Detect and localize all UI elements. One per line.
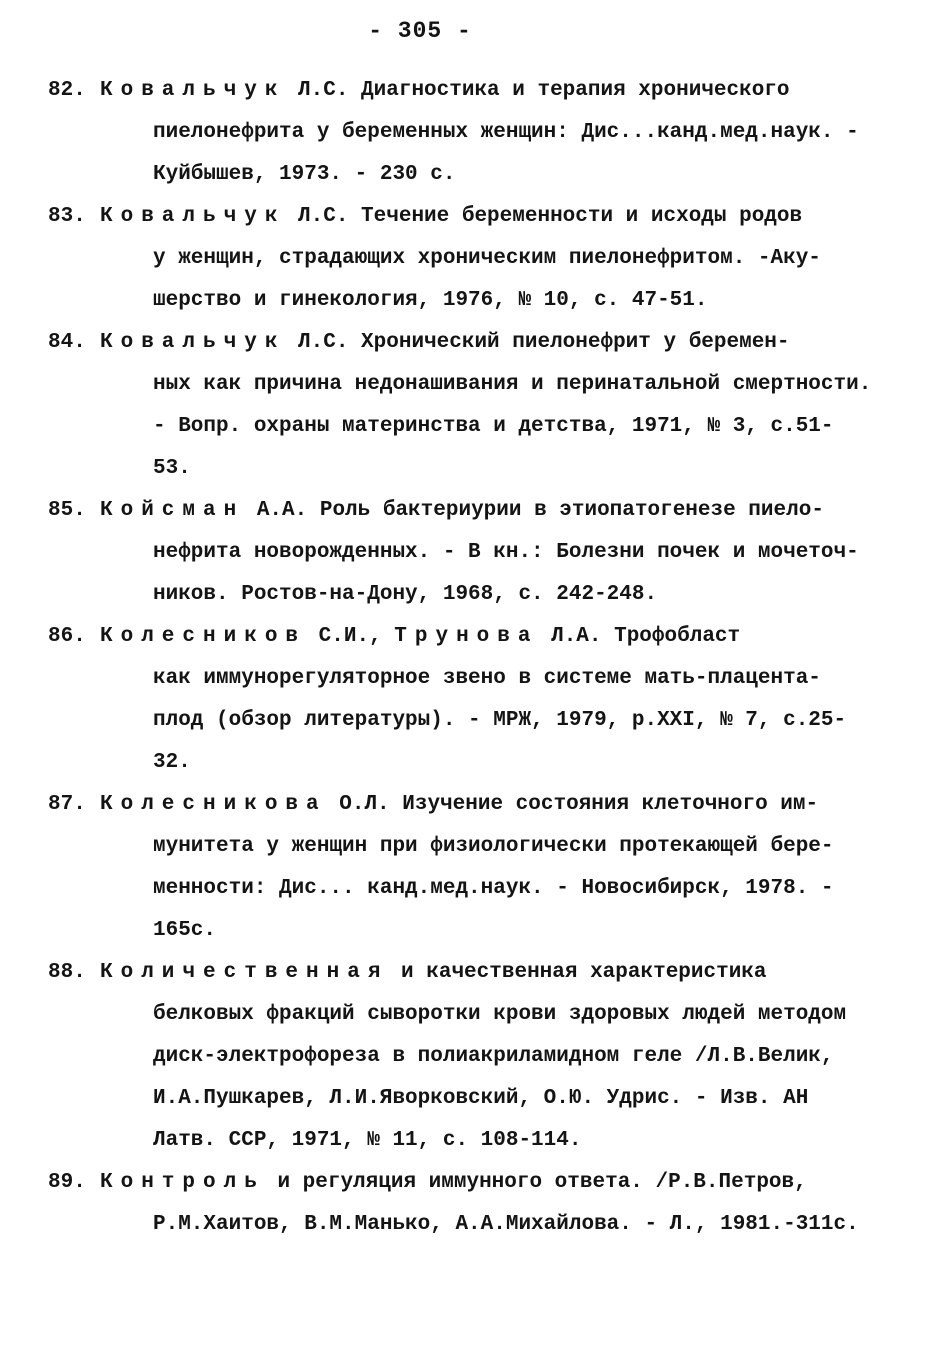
bibliography-entry-83 <box>0 196 933 322</box>
entry-first-line <box>0 1162 933 1204</box>
entry-author-spaced: Колесников <box>100 625 307 648</box>
entry-line: 53. <box>153 457 191 480</box>
entry-line: пиелонефрита у беременных женщин: Дис...канд.мед.наук. - <box>153 121 859 144</box>
entry-line: диск-электрофореза в полиакриламидном геле /Л.В.Велик, <box>153 1045 834 1068</box>
entry-line: Р.М.Хаитов, В.М.Манько, А.А.Михайлова. - Л., 1981.-311с. <box>153 1213 859 1236</box>
entry-author-spaced: Колесникова <box>100 793 327 816</box>
bibliography-entry-84 <box>0 322 933 490</box>
entry-line: ных как причина недонашивания и перинатальной смертности. <box>153 373 872 396</box>
entry-text: А.А. Роль бактериурии в этиопатогенезе пиело- <box>256 499 824 522</box>
entry-text: и качественная характеристика <box>401 961 767 984</box>
entry-number: 86. <box>48 625 86 648</box>
entry-line: шерство и гинекология, 1976, № 10, с. 47-51. <box>153 289 708 312</box>
bibliography-entry-89 <box>0 1162 933 1246</box>
entry-text: Л.С. Хронический пиелонефрит у беремен- <box>298 331 790 354</box>
entry-line: И.А.Пушкарев, Л.И.Яворковский, О.Ю. Удрис. - Изв. АН <box>153 1087 809 1110</box>
bibliography-list <box>0 70 933 1246</box>
entry-author-spaced: Ковальчук <box>100 205 286 228</box>
entry-number: 82. <box>48 79 86 102</box>
bibliography-entry-87 <box>0 784 933 952</box>
entry-text: Л.А. Трофобласт <box>551 625 741 648</box>
entry-author-spaced: Контроль <box>100 1171 265 1194</box>
entry-line: Латв. ССР, 1971, № 11, с. 108-114. <box>153 1129 582 1152</box>
entry-line: Куйбышев, 1973. - 230 с. <box>153 163 456 186</box>
bibliography-entry-88 <box>0 952 933 1162</box>
entry-line: 165с. <box>153 919 217 942</box>
entry-number: 89. <box>48 1171 86 1194</box>
entry-number: 87. <box>48 793 86 816</box>
entry-number: 88. <box>48 961 86 984</box>
entry-author-spaced: Койсман <box>100 499 245 522</box>
entry-author-spaced: Ковальчук <box>100 331 286 354</box>
entry-first-line <box>0 70 933 112</box>
bibliography-entry-82 <box>0 70 933 196</box>
entry-text: Л.С. Диагностика и терапия хронического <box>298 79 790 102</box>
entry-line: мунитета у женщин при физиологически протекающей бере- <box>153 835 834 858</box>
entry-first-line <box>0 784 933 826</box>
entry-text: О.Л. Изучение состояния клеточного им- <box>339 793 819 816</box>
entry-author-spaced: Количественная <box>100 961 389 984</box>
entry-line: белковых фракций сыворотки крови здоровых людей методом <box>153 1003 847 1026</box>
entry-line: у женщин, страдающих хроническим пиелонефритом. -Аку- <box>153 247 821 270</box>
entry-line: плод (обзор литературы). - МРЖ, 1979, р.XXI, № 7, с.25- <box>153 709 847 732</box>
entry-line: нефрита новорожденных. - В кн.: Болезни почек и мочеточ- <box>153 541 859 564</box>
entry-text: Л.С. Течение беременности и исходы родов <box>298 205 803 228</box>
bibliography-entry-86 <box>0 616 933 784</box>
entry-number: 85. <box>48 499 86 522</box>
entry-first-line <box>0 616 933 658</box>
page-number: - 305 - <box>368 18 472 44</box>
entry-line: как иммунорегуляторное звено в системе мать-плацента- <box>153 667 821 690</box>
entry-first-line <box>0 322 933 364</box>
entry-first-line <box>0 196 933 238</box>
entry-first-line <box>0 952 933 994</box>
bibliography-entry-85 <box>0 490 933 616</box>
entry-author-spaced: Ковальчук <box>100 79 286 102</box>
entry-number: 83. <box>48 205 86 228</box>
entry-text: и регуляция иммунного ответа. /Р.В.Петров, <box>277 1171 807 1194</box>
entry-line: 32. <box>153 751 191 774</box>
entry-text: С.И., <box>318 625 382 648</box>
entry-line: ников. Ростов-на-Дону, 1968, с. 242-248. <box>153 583 658 606</box>
entry-first-line <box>0 490 933 532</box>
entry-number: 84. <box>48 331 86 354</box>
entry-line: менности: Дис... канд.мед.наук. - Новосибирск, 1978. - <box>153 877 834 900</box>
entry-coauthor-spaced: Трунова <box>394 625 539 648</box>
entry-line: - Вопр. охраны материнства и детства, 1971, № 3, с.51- <box>153 415 834 438</box>
